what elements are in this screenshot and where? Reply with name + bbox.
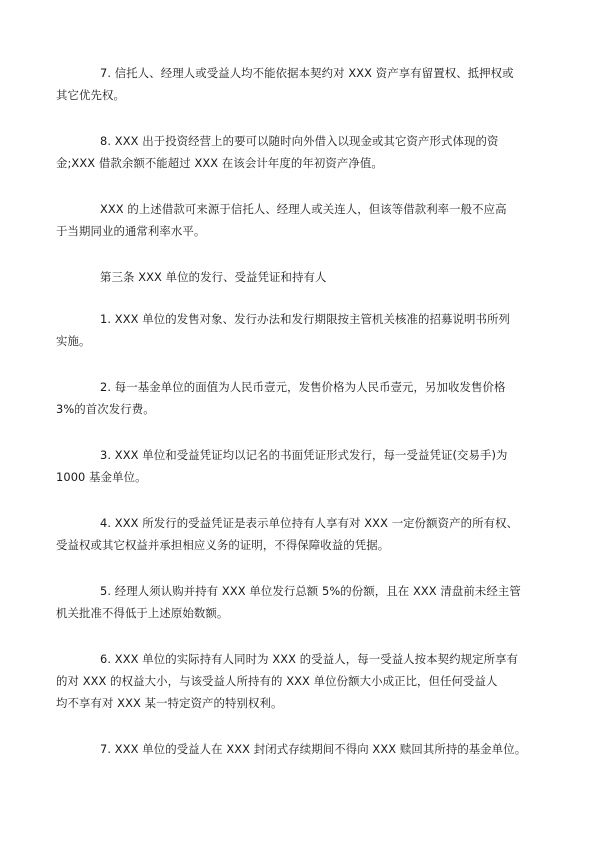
text-line: 1. XXX 单位的发售对象、发行办法和发行期限按主管机关核准的招募说明书所列 xyxy=(100,312,510,326)
text-line: 于当期同业的通常利率水平。 xyxy=(56,224,206,238)
clause-3-certificates xyxy=(56,444,522,488)
clause-7-redemption xyxy=(78,738,527,760)
borrowing-source-paragraph xyxy=(56,198,522,242)
text-line: 6. XXX 单位的实际持有人同时为 XXX 的受益人，每一受益人按本契约规定所享有 xyxy=(100,652,519,666)
clause-6-beneficiaries xyxy=(56,648,522,714)
text-line: 均不享有对 XXX 某一特定资产的特别权利。 xyxy=(56,696,283,710)
clause-8-borrowing xyxy=(56,130,522,174)
text-line: 1000 基金单位。 xyxy=(56,470,147,484)
document-body xyxy=(56,62,527,784)
text-line: 3. XXX 单位和受益凭证均以记名的书面凭证形式发行，每一受益凭证(交易手)为 xyxy=(100,448,508,462)
text-line: 8. XXX 出于投资经营上的要可以随时向外借入以现金或其它资产形式体现的资 xyxy=(100,134,499,148)
text-line: 实施。 xyxy=(56,334,91,348)
clause-5-manager-holding xyxy=(56,580,522,624)
text-line: 受益权或其它权益并承担相应义务的证明，不得保障收益的凭据。 xyxy=(56,538,390,552)
text-line: 4. XXX 所发行的受益凭证是表示单位持有人享有对 XXX 一定份额资产的所有权、 xyxy=(100,516,519,530)
clause-4-certificate-rights xyxy=(56,512,522,556)
heading-line: 第三条 XXX 单位的发行、受益凭证和持有人 xyxy=(100,270,327,284)
text-line: 3%的首次发行费。 xyxy=(56,402,155,416)
text-line: 金;XXX 借款余额不能超过 XXX 在该会计年度的年初资产净值。 xyxy=(56,156,383,170)
text-line: 其它优先权。 xyxy=(56,88,125,102)
clause-7-lien xyxy=(56,62,522,106)
text-line: 7. XXX 单位的受益人在 XXX 封闭式存续期间不得向 XXX 赎回其所持的基金单位。 xyxy=(100,742,527,756)
text-line: 的对 XXX 的权益大小，与该受益人所持有的 XXX 单位份额大小成正比，但任何受益人 xyxy=(56,674,498,688)
clause-2-face-value xyxy=(56,376,522,420)
text-line: XXX 的上述借款可来源于信托人、经理人或关连人，但该等借款利率一般不应高 xyxy=(100,202,507,216)
article-3-heading xyxy=(78,266,522,288)
clause-1-offering xyxy=(56,308,522,352)
text-line: 7. 信托人、经理人或受益人均不能依据本契约对 XXX 资产享有留置权、抵押权或 xyxy=(100,66,514,80)
text-line: 机关批准不得低于上述原始数额。 xyxy=(56,606,229,620)
text-line: 2. 每一基金单位的面值为人民币壹元，发售价格为人民币壹元，另加收发售价格 xyxy=(100,380,506,394)
text-line: 5. 经理人须认购并持有 XXX 单位发行总额 5%的份额，且在 XXX 清盘前未经主管 xyxy=(100,584,521,598)
